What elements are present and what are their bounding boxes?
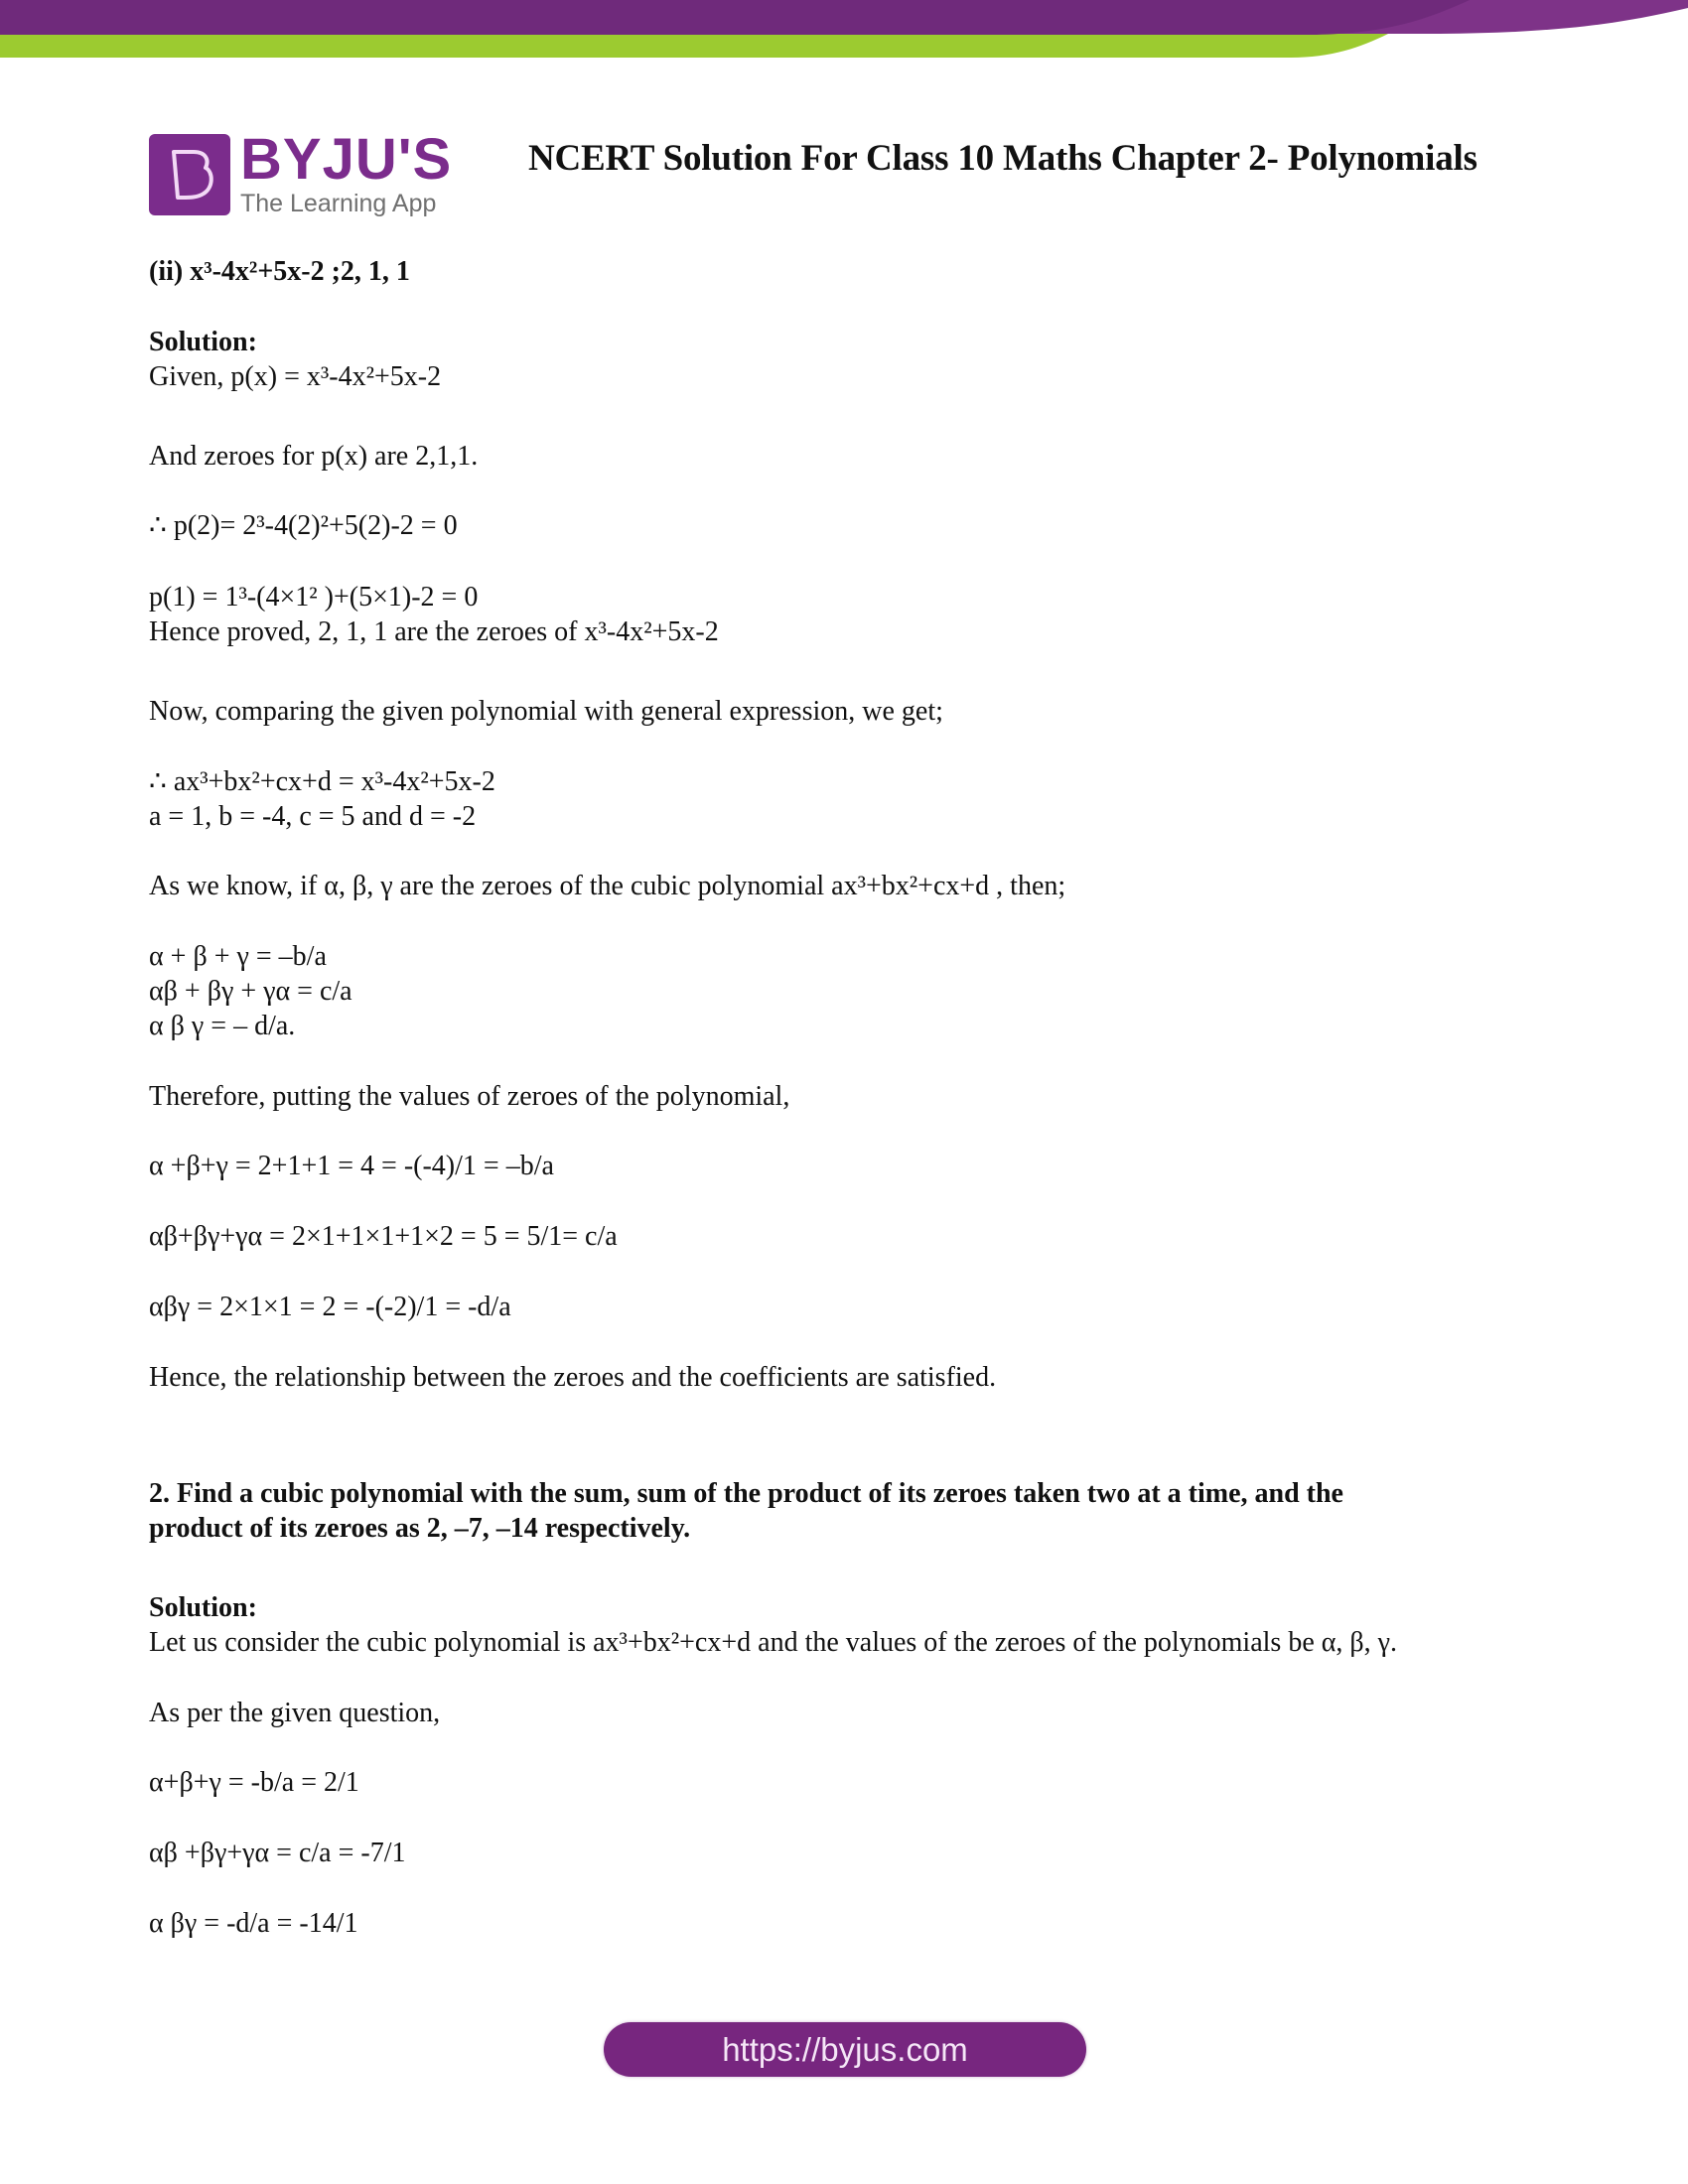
equation-pair: αβ +βγ+γα = c/a = -7/1 — [149, 1838, 406, 1868]
p1-evaluation: p(1) = 1³-(4×1² )+(5×1)-2 = 0 — [149, 582, 479, 613]
coefficients-text: a = 1, b = -4, c = 5 and d = -2 — [149, 801, 477, 832]
footer-url-link[interactable] — [604, 2022, 1086, 2077]
question-2-line2: product of its zeroes as 2, –7, –14 respectively. — [149, 1513, 691, 1544]
solution-label: Solution: — [149, 327, 257, 357]
p2-evaluation: ∴ p(2)= 2³-4(2)²+5(2)-2 = 0 — [149, 510, 458, 541]
calc-pair: αβ+βγ+γα = 2×1+1×1+1×2 = 5 = 5/1= c/a — [149, 1221, 618, 1252]
document-title: NCERT Solution For Class 10 Maths Chapter 2- Polynomials — [528, 138, 1477, 179]
equation-sum: α+β+γ = -b/a = 2/1 — [149, 1767, 359, 1798]
solution-label-2: Solution: — [149, 1592, 257, 1623]
as-per-text: As per the given question, — [149, 1698, 441, 1728]
therefore-text: Therefore, putting the values of zeroes of the polynomial, — [149, 1081, 790, 1112]
given-text: Given, p(x) = x³-4x²+5x-2 — [149, 361, 442, 392]
conclusion-text: Hence, the relationship between the zeroes and the coefficients are satisfied. — [149, 1362, 997, 1393]
equation-product: α βγ = -d/a = -14/1 — [149, 1908, 358, 1939]
as-we-know-text: As we know, if α, β, γ are the zeroes of the cubic polynomial ax³+bx²+cx+d , then; — [149, 871, 1066, 901]
consider-text: Let us consider the cubic polynomial is ax³+bx²+cx+d and the values of the zeroes of the polynomials be α, β, γ. — [149, 1627, 1398, 1658]
footer-url-text: https://byjus.com — [722, 2030, 968, 2068]
logo-tagline: The Learning App — [240, 190, 437, 217]
header-banner — [0, 0, 1688, 60]
byjus-logo[interactable] — [149, 127, 453, 217]
logo-brand-name: BYJU'S — [240, 127, 453, 192]
byjus-b-logo-icon — [149, 134, 230, 215]
comparing-text: Now, comparing the given polynomial with general expression, we get; — [149, 696, 943, 727]
relation-product: α β γ = – d/a. — [149, 1011, 296, 1041]
zeroes-text: And zeroes for p(x) are 2,1,1. — [149, 441, 479, 472]
question-2-line1: 2. Find a cubic polynomial with the sum, sum of the product of its zeroes taken two at a time, and the — [149, 1478, 1343, 1509]
relation-pair: αβ + βγ + γα = c/a — [149, 976, 352, 1007]
calc-product: αβγ = 2×1×1 = 2 = -(-2)/1 = -d/a — [149, 1292, 511, 1322]
proved-text: Hence proved, 2, 1, 1 are the zeroes of x³-4x²+5x-2 — [149, 616, 719, 647]
calc-sum: α +β+γ = 2+1+1 = 4 = -(-4)/1 = –b/a — [149, 1151, 554, 1181]
question-1ii-heading: (ii) x³-4x²+5x-2 ;2, 1, 1 — [149, 256, 410, 287]
relation-sum: α + β + γ = –b/a — [149, 941, 327, 972]
banner-graphic — [0, 0, 1688, 60]
general-expression: ∴ ax³+bx²+cx+d = x³-4x²+5x-2 — [149, 766, 495, 797]
